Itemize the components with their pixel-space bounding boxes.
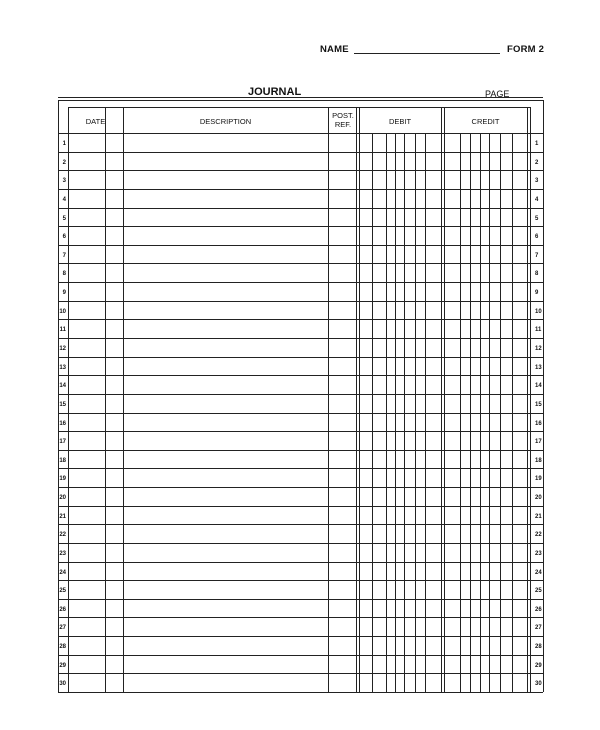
row-number-right: 15 [535,402,542,408]
row-number-right: 13 [535,365,542,371]
table-row[interactable] [68,468,530,487]
row-number-left: 5 [62,216,66,222]
row-number-right: 26 [535,607,542,613]
table-row[interactable] [68,562,530,581]
row-number-left: 14 [59,383,66,389]
table-row[interactable] [68,599,530,618]
row-number-left: 9 [62,290,66,296]
row-number-left: 29 [59,663,66,669]
frame-right [543,100,544,692]
table-row[interactable] [68,170,530,189]
row-number-right: 11 [535,327,542,333]
header-top-rule [68,107,530,108]
row-number-right: 21 [535,514,542,520]
row-number-left: 27 [59,625,66,631]
row-number-left: 1 [62,141,66,147]
row-number-left: 12 [59,346,66,352]
row-number-right: 7 [535,253,539,259]
table-row[interactable] [68,189,530,208]
table-row[interactable] [68,245,530,264]
row-number-right: 1 [535,141,539,147]
row-number-left: 28 [59,644,66,650]
table-row[interactable] [68,580,530,599]
row-number-left: 11 [59,327,66,333]
row-number-right: 22 [535,532,542,538]
row-number-left: 23 [59,551,66,557]
row-number-right: 3 [535,178,539,184]
row-number-right: 6 [535,234,539,240]
row-number-right: 18 [535,458,542,464]
top-rule [58,100,543,101]
table-row[interactable] [68,152,530,171]
row-number-left: 25 [59,588,66,594]
page-title: JOURNAL [248,86,302,98]
row-number-left: 18 [59,458,66,464]
row-number-left: 19 [59,476,66,482]
table-row[interactable] [68,133,530,152]
row-number-right: 8 [535,271,539,277]
column-header-post-ref: POST. [332,111,354,120]
table-row[interactable] [68,208,530,227]
row-rule [58,692,543,693]
row-number-right: 28 [535,644,542,650]
column-header-date: DATE [85,117,106,126]
table-row[interactable] [68,450,530,469]
row-number-left: 13 [59,365,66,371]
column-header-description: DESCRIPTION [199,117,252,126]
row-number-right: 24 [535,570,542,576]
table-row[interactable] [68,263,530,282]
row-number-right: 2 [535,160,539,166]
row-number-left: 2 [62,160,66,166]
row-number-right: 10 [535,309,542,315]
row-number-right: 16 [535,421,542,427]
row-number-left: 24 [59,570,66,576]
row-number-right: 25 [535,588,542,594]
row-number-left: 8 [62,271,66,277]
form-number: FORM 2 [507,44,545,55]
table-row[interactable] [68,301,530,320]
row-number-left: 10 [59,309,66,315]
row-number-right: 27 [535,625,542,631]
table-row[interactable] [68,617,530,636]
table-row[interactable] [68,543,530,562]
row-number-right: 20 [535,495,542,501]
row-number-left: 15 [59,402,66,408]
row-number-left: 4 [62,197,66,203]
table-row[interactable] [68,375,530,394]
table-row[interactable] [68,636,530,655]
row-number-right: 5 [535,216,539,222]
row-number-left: 20 [59,495,66,501]
table-row[interactable] [68,506,530,525]
row-number-right: 19 [535,476,542,482]
name-field[interactable] [354,53,500,54]
table-row[interactable] [68,487,530,506]
table-row[interactable] [68,357,530,376]
row-number-right: 12 [535,346,542,352]
row-number-right: 4 [535,197,539,203]
table-row[interactable] [68,413,530,432]
row-number-right: 14 [535,383,542,389]
row-number-left: 21 [59,514,66,520]
table-row[interactable] [68,673,530,692]
row-number-left: 6 [62,234,66,240]
table-row[interactable] [68,394,530,413]
table-row[interactable] [68,319,530,338]
row-number-left: 22 [59,532,66,538]
row-number-right: 17 [535,439,542,445]
table-row[interactable] [68,431,530,450]
table-row[interactable] [68,655,530,674]
column-line [530,107,531,692]
column-header-credit: CREDIT [471,117,500,126]
row-number-left: 16 [59,421,66,427]
row-number-left: 30 [59,681,66,687]
row-number-right: 30 [535,681,542,687]
row-number-right: 23 [535,551,542,557]
row-number-left: 26 [59,607,66,613]
page-label: PAGE [485,89,510,99]
row-number-right: 29 [535,663,542,669]
column-header-debit: DEBIT [388,117,412,126]
table-row[interactable] [68,226,530,245]
row-number-left: 7 [62,253,66,259]
table-row[interactable] [68,338,530,357]
row-number-left: 17 [59,439,66,445]
table-row[interactable] [68,524,530,543]
row-number-right: 9 [535,290,539,296]
name-label: NAME [320,44,349,55]
top-rule [58,97,543,98]
column-header-post-ref: REF. [334,120,352,129]
table-row[interactable] [68,282,530,301]
row-number-left: 3 [62,178,66,184]
